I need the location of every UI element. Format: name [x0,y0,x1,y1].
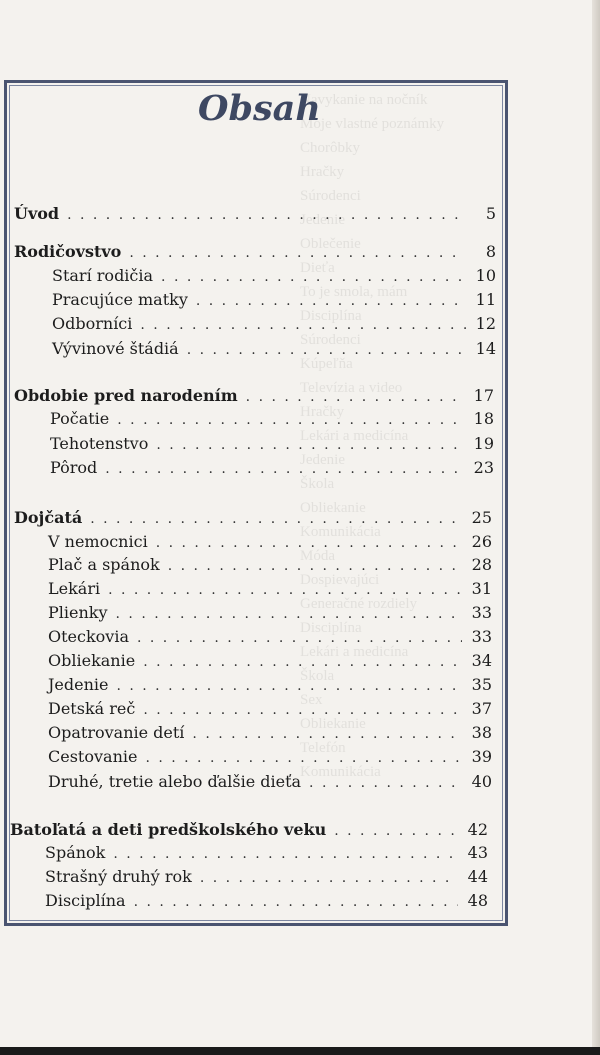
entry-title: Vývinové štádiá [52,339,179,358]
dot-leader [196,293,466,309]
ghost-line: Kúpeľňa [300,356,353,372]
dot-leader [145,750,462,766]
dot-leader [156,437,464,453]
toc-entry[interactable] [50,434,494,458]
ghost-line: Komunikácia [300,524,381,540]
page-number: 42 [467,820,488,839]
dot-leader [168,558,462,574]
toc-entry[interactable] [45,867,488,891]
ghost-line: Hračky [300,404,345,420]
entry-title: Cestovanie [48,747,138,766]
toc-entry[interactable] [48,723,492,747]
page-number: 33 [471,627,492,646]
ghost-line: Obliekanie [300,716,366,732]
page-number: 34 [471,651,492,670]
page-number: 10 [475,266,496,285]
ghost-line: Dieťa [300,260,335,276]
dot-leader [90,511,462,527]
ghost-line: Lekári a medicína [300,644,409,660]
page-number: 17 [473,386,494,405]
page-number: 35 [471,675,492,694]
page-number: 37 [471,699,492,718]
dot-leader [129,245,466,261]
page-number: 31 [471,579,492,598]
toc-entry[interactable] [48,579,492,603]
dot-leader [67,207,466,223]
entry-title: Jedenie [48,675,109,694]
toc-section[interactable] [10,820,488,844]
entry-title: Počatie [50,409,110,428]
entry-title: Disciplína [45,891,126,910]
entry-title: Druhé, tretie alebo ďalšie dieťa [48,772,302,791]
entry-title: Tehotenstvo [50,434,149,453]
toc-entry[interactable] [48,627,492,651]
scan-border [0,1047,600,1055]
entry-title: Odborníci [52,314,133,333]
page-number: 11 [475,290,496,309]
dot-leader [309,775,462,791]
dot-leader [113,846,458,862]
ghost-line: Obliekanie [300,500,366,516]
page-number: 23 [473,458,494,477]
page-number: 38 [471,723,492,742]
toc-section[interactable] [14,242,496,266]
toc-entry[interactable] [48,699,492,723]
ghost-line: To je smola, mám [300,284,408,300]
dot-leader [246,389,464,405]
dot-leader [116,678,462,694]
page-number: 14 [475,339,496,358]
entry-title: Detská reč [48,699,136,718]
ghost-line: Televízia a video [300,380,403,396]
ghost-line: Hračky [300,164,345,180]
toc-section[interactable] [14,386,494,410]
section-title: Úvod [14,204,60,223]
ghost-line: Chorôbky [300,140,360,156]
ghost-line: Disciplína [300,308,362,324]
dot-leader [161,269,466,285]
entry-title: Pôrod [50,458,98,477]
page-number: 8 [485,242,496,261]
entry-title: Strašný druhý rok [45,867,192,886]
toc-entry[interactable] [52,266,496,290]
ghost-line: Móda [300,548,335,564]
ghost-line: Oblečenie [300,236,361,252]
page-number: 25 [471,508,492,527]
toc-entry[interactable] [48,675,492,699]
section-title: Batoľatá a deti predškolského veku [10,820,327,839]
ghost-line: Škola [300,476,335,492]
toc-entry[interactable] [52,339,496,363]
ghost-line: Lekári a medicína [300,428,409,444]
toc-entry[interactable] [48,603,492,627]
entry-title: Spánok [45,843,106,862]
ghost-line: Sex [300,692,323,708]
dot-leader [117,412,464,428]
page-number: 48 [467,891,488,910]
page-edge [592,0,600,1055]
toc-entry[interactable] [48,651,492,675]
dot-leader [108,582,462,598]
dot-leader [200,870,458,886]
dot-leader [140,317,466,333]
entry-title: Starí rodičia [52,266,154,285]
toc-entry[interactable] [50,409,494,433]
page-number: 19 [473,434,494,453]
page-title: Obsah [198,88,321,129]
entry-title: Pracujúce matky [52,290,188,309]
page-number: 39 [471,747,492,766]
ghost-line: Súrodenci [300,188,361,204]
entry-title: Lekári [48,579,101,598]
entry-title: Oteckovia [48,627,129,646]
page-number: 12 [475,314,496,333]
ghost-line: Jedenie [300,452,345,468]
page-number: 28 [471,555,492,574]
page-number: 5 [485,204,496,223]
page-number: 33 [471,603,492,622]
ghost-line: Generačné rozdiely [300,596,418,612]
toc-entry[interactable] [52,314,496,338]
ghost-line: Jedenie [300,212,345,228]
toc-entry[interactable] [48,772,492,796]
entry-title: Opatrovanie detí [48,723,185,742]
toc-entry[interactable] [48,532,492,556]
entry-title: V nemocnici [48,532,148,551]
dot-leader [105,461,464,477]
ghost-line: Navykanie na nočník [300,92,428,108]
toc-entry[interactable] [48,555,492,579]
toc-entry[interactable] [52,290,496,314]
toc-entry[interactable] [45,891,488,915]
dot-leader [187,342,466,358]
dot-leader [134,894,458,910]
ghost-line: Moje vlastné poznámky [300,116,445,132]
ghost-line: Komunikácia [300,764,381,780]
toc-entry[interactable] [48,747,492,771]
page-number: 40 [471,772,492,791]
ghost-line: Telefón [300,740,346,756]
page-number: 18 [473,409,494,428]
toc-entry[interactable] [45,843,488,867]
toc-section[interactable] [14,508,492,532]
dot-leader [192,726,462,742]
ghost-line: Dospievajúci [300,572,380,588]
page-number: 26 [471,532,492,551]
ghost-line: Súrodenci [300,332,361,348]
page-number: 43 [467,843,488,862]
section-title: Dojčatá [14,508,83,527]
dot-leader [334,823,458,839]
entry-title: Obliekanie [48,651,136,670]
dot-leader [116,606,462,622]
dot-leader [137,630,462,646]
section-title: Obdobie pred narodením [14,386,238,405]
toc-section[interactable] [14,204,496,228]
page-number: 44 [467,867,488,886]
entry-title: Plienky [48,603,108,622]
entry-title: Plač a spánok [48,555,160,574]
ghost-line: Disciplína [300,620,362,636]
toc-entry[interactable] [50,458,494,482]
section-title: Rodičovstvo [14,242,122,261]
dot-leader [156,535,462,551]
dot-leader [143,654,462,670]
ghost-line: Škola [300,668,335,684]
dot-leader [143,702,462,718]
